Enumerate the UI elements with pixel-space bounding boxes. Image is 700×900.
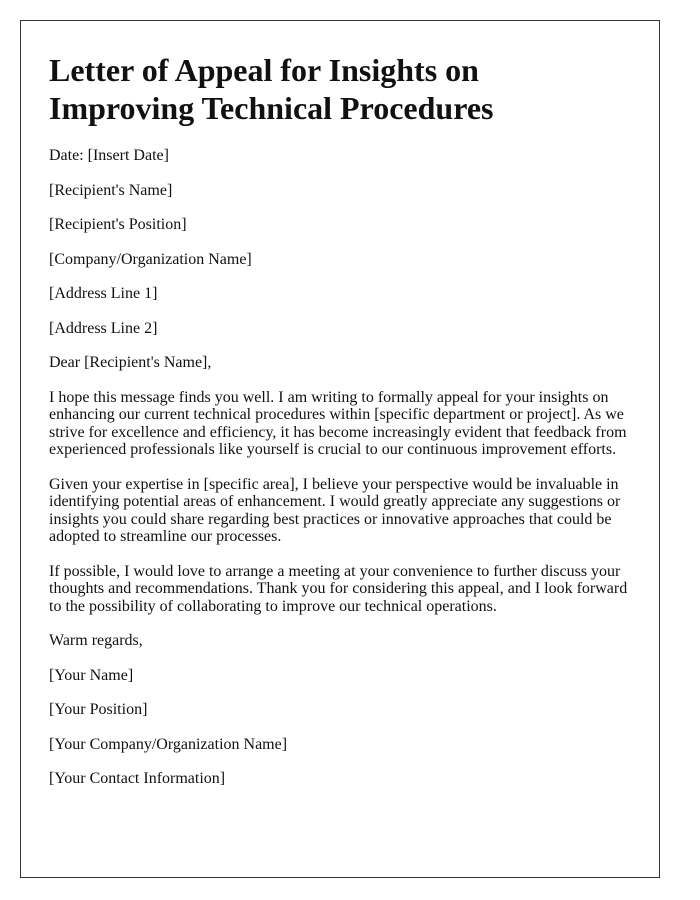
sender-position: [Your Position]	[49, 701, 148, 718]
recipient-name: [Recipient's Name]	[49, 181, 173, 199]
closing: Warm regards,	[49, 632, 143, 649]
body-paragraph-2: Given your expertise in [specific area], I believe your perspective would be invaluable in identifying potential areas of enhancement. I would greatly appreciate any suggestions or insights you could share regarding best practices or innovative approaches that could be adopted to streamline our processes.	[49, 475, 621, 545]
salutation: Dear [Recipient's Name],	[49, 354, 212, 371]
recipient-position: [Recipient's Position]	[49, 216, 187, 233]
recipient-organization: [Company/Organization Name]	[49, 250, 252, 268]
sender-contact: [Your Contact Information]	[49, 770, 226, 787]
body-paragraph-3: If possible, I would love to arrange a meeting at your convenience to further discuss your thoughts and recommendations. Thank you for considering this appeal, and I look forward to the possibility of collaborating to improve our technical operations.	[49, 562, 628, 615]
recipient-address-line-1: [Address Line 1]	[49, 285, 158, 302]
letter-page	[20, 20, 660, 878]
body-paragraph-1: I hope this message finds you well. I am writing to formally appeal for your insights on enhancing our current technical procedures within [specific department or project]. As we strive for excellence and efficiency, it has become increasingly evident that feedback from experienced professionals like yourself is crucial to our continuous improvement efforts.	[49, 388, 627, 458]
letter-title: Letter of Appeal for Insights on Improving Technical Procedures	[49, 52, 494, 126]
date-line: Date: [Insert Date]	[49, 147, 169, 164]
recipient-address-line-2: [Address Line 2]	[49, 319, 158, 337]
sender-name: [Your Name]	[49, 666, 134, 684]
sender-organization: [Your Company/Organization Name]	[49, 735, 288, 753]
